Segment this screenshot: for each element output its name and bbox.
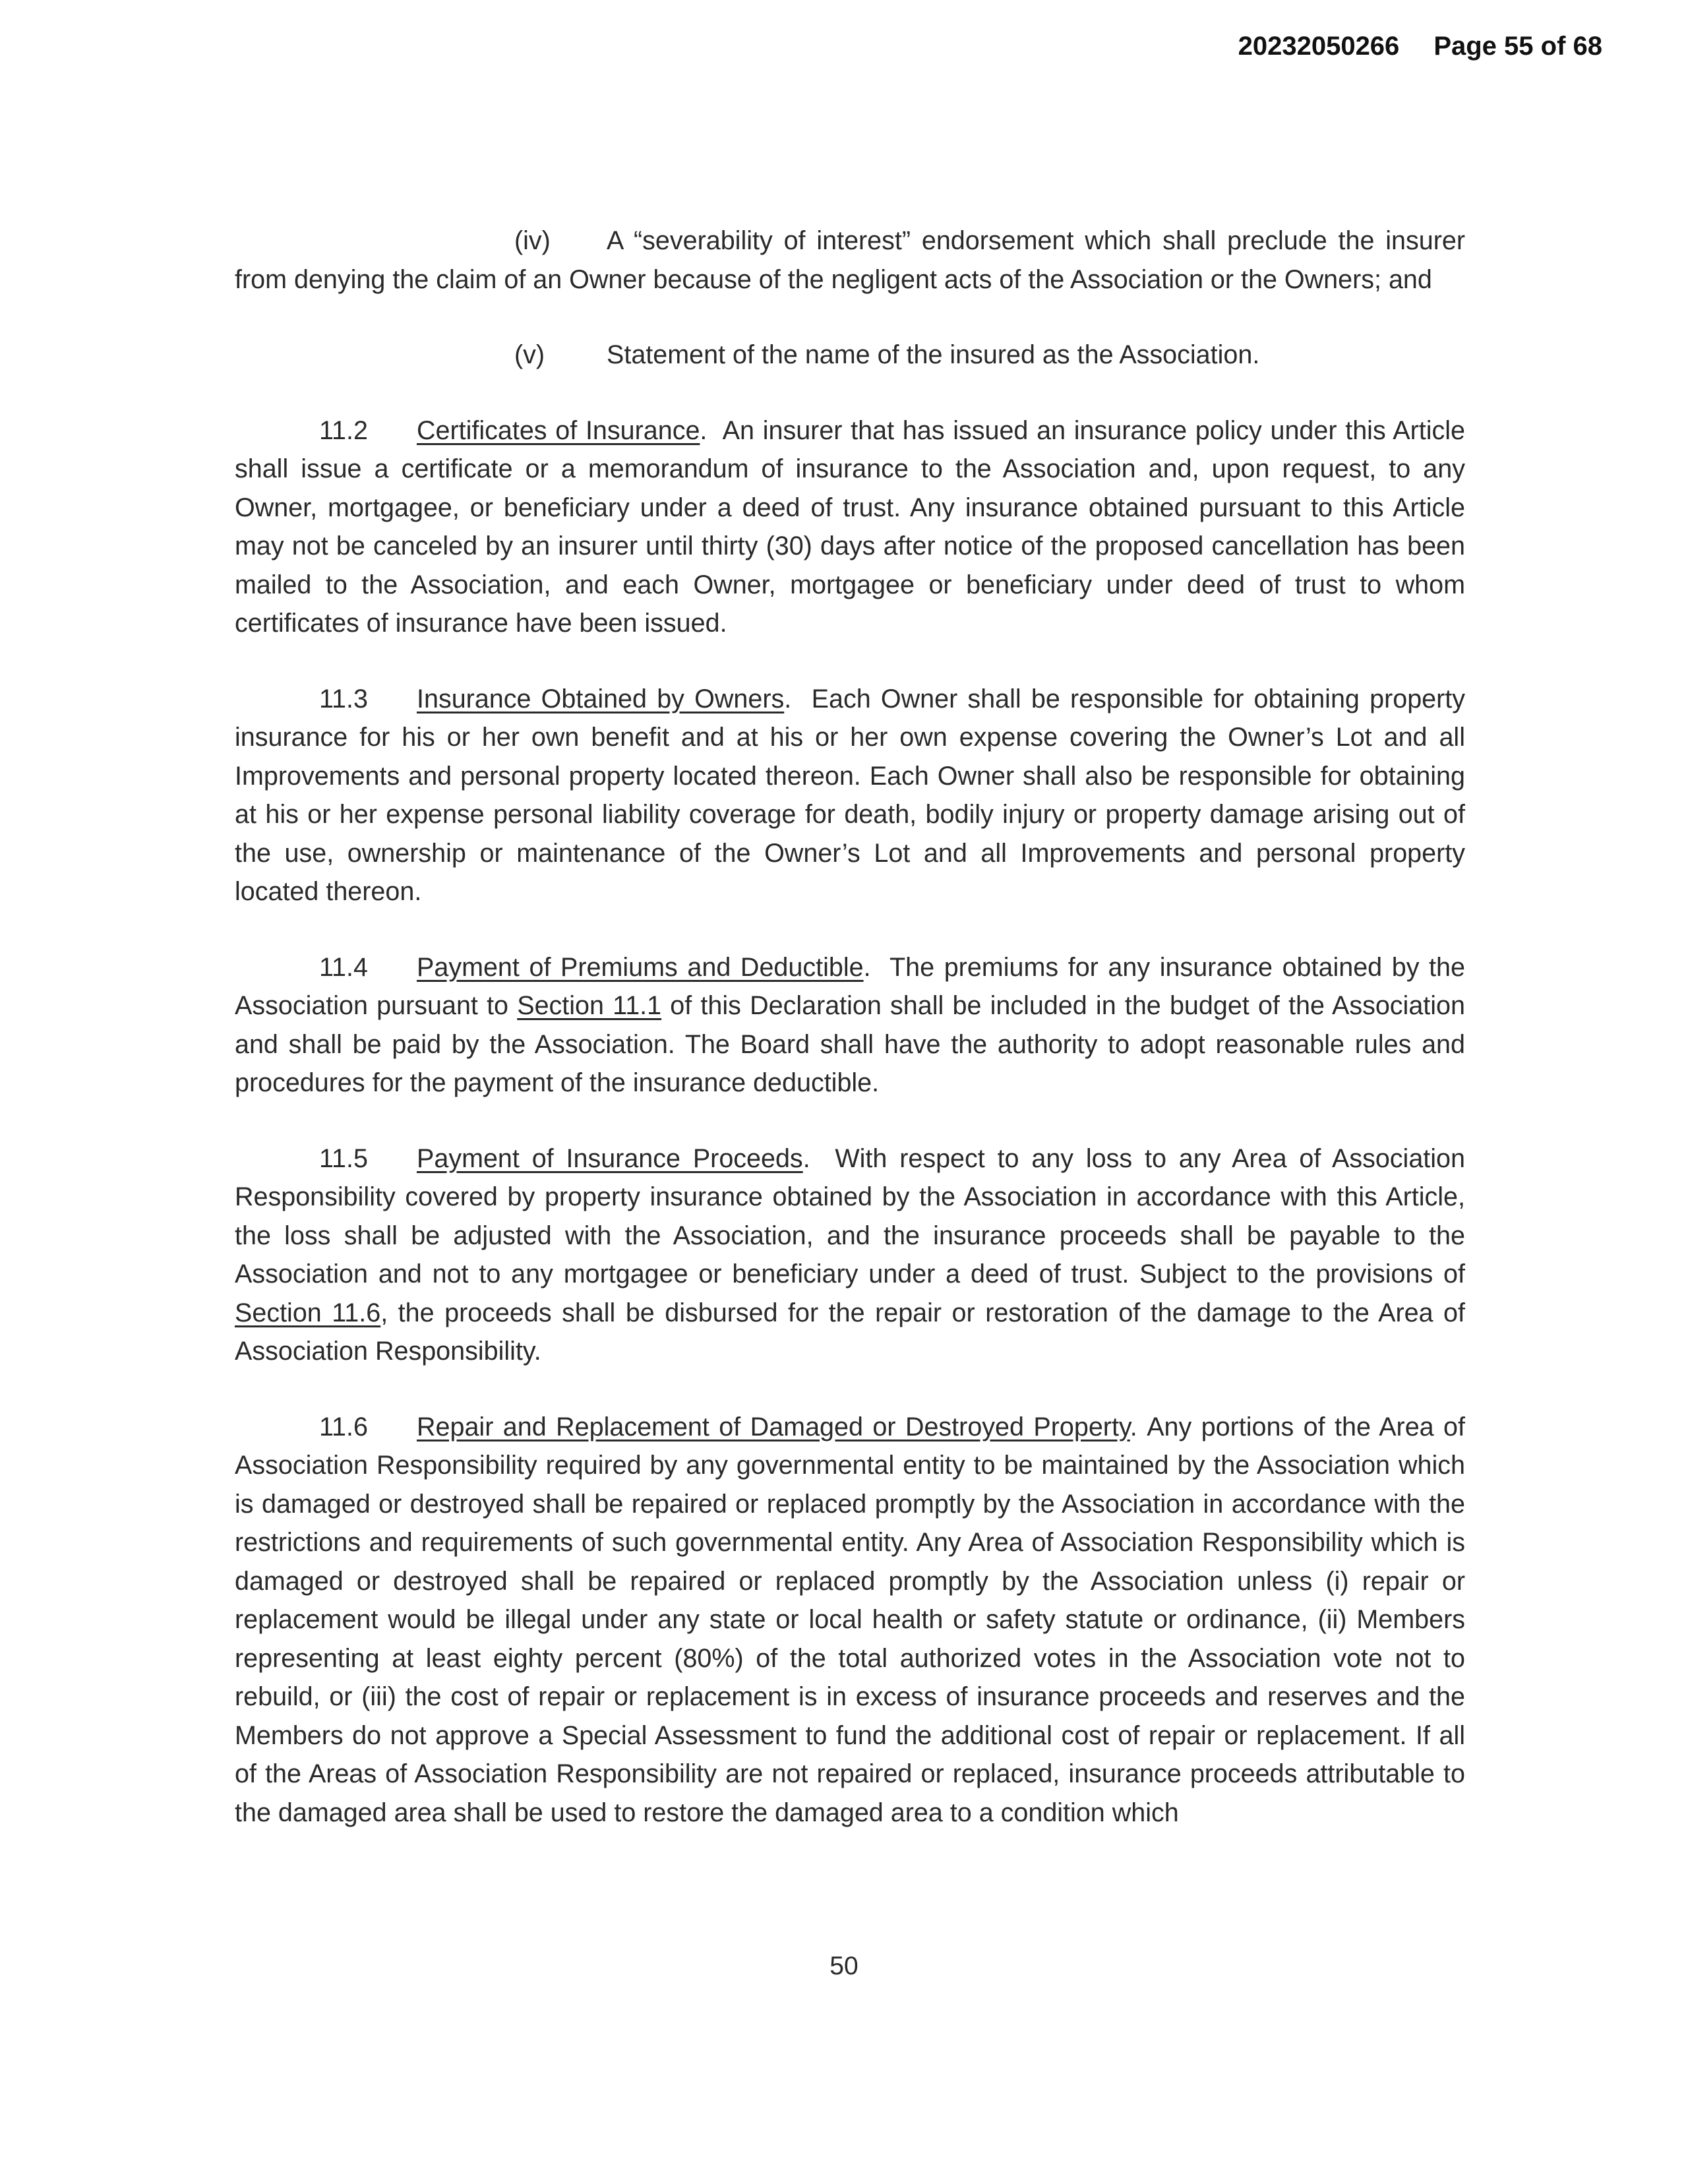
- section-11-4: 11.4 Payment of Premiums and Deductible. The premiums for any insurance obtained by the Association pursuant to Section 11.1 of this Declaration shall be included in the budget of the Association and shall be paid by the Association. The Board shall have the authority to adopt reasonable rules and procedures for the payment of the insurance deductible.: [235, 948, 1465, 1103]
- section-title: Insurance Obtained by Owners: [417, 684, 785, 713]
- section-number: 11.5: [319, 1143, 368, 1173]
- clause-text: A “severability of interest” endorsement which shall preclude the insurer from denying the claim of an Owner because of the negligent acts of the Association or the Owners; and: [235, 226, 1465, 294]
- section-11-2: 11.2 Certificates of Insurance. An insurer that has issued an insurance policy under this Article shall issue a certificate or a memorandum of insurance to the Association and, upon request, to any Owner, mortgagee, or beneficiary under a deed of trust. Any insurance obtained pursuant to this Article may not be canceled by an insurer until thirty (30) days after notice of the proposed cancellation has been mailed to the Association, and each Owner, mortgagee or beneficiary under deed of trust to whom certificates of insurance have been issued.: [235, 411, 1465, 643]
- clause-item-v: [235, 336, 1465, 375]
- section-text: With respect to any loss to any Area of Association Responsibility covered by property insurance obtained by the Association in accordance with this Article, the loss shall be adjusted with the Association, and the insurance proceeds shall be payable to the Association and not to any mortgagee or beneficiary under a deed of trust. Subject to the provisions of: [235, 1143, 1465, 1289]
- section-text: , the proceeds shall be disbursed for the repair or restoration of the damage to the Area of Association Responsibility.: [235, 1298, 1465, 1366]
- document-body: [235, 222, 1465, 1832]
- section-text: An insurer that has issued an insurance policy under this Article shall issue a certificate or a memorandum of insurance to the Association and, upon request, to any Owner, mortgagee, or beneficiary under a deed of trust. Any insurance obtained pursuant to this Article may not be canceled by an insurer until thirty (30) days after notice of the proposed cancellation has been mailed to the Association, and each Owner, mortgagee or beneficiary under deed of trust to whom certificates of insurance have been issued.: [235, 415, 1465, 638]
- clause-text: Statement of the name of the insured as the Association.: [607, 340, 1260, 369]
- section-11-6: 11.6 Repair and Replacement of Damaged or Destroyed Property. Any portions of the Area of Association Responsibility required by any governmental entity to be maintained by the Association which is damaged or destroyed shall be repaired or replaced promptly by the Association in accordance with the restrictions and requirements of such governmental entity. Any Area of Association Responsibility which is damaged or destroyed shall be repaired or replaced promptly by the Association unless (i) repair or replacement would be illegal under any state or local health or safety statute or ordinance, (ii) Members representing at least eighty percent (80%) of the total authorized votes in the Association vote not to rebuild, or (iii) the cost of repair or replacement is in excess of insurance proceeds and reserves and the Members do not approve a Special Assessment to fund the additional cost of repair or replacement. If all of the Areas of Association Responsibility are not repaired or replaced, insurance proceeds attributable to the damaged area shall be used to restore the damaged area to a condition which: [235, 1408, 1465, 1833]
- section-text: Each Owner shall be responsible for obtaining property insurance for his or her own benefit and at his or her own expense covering the Owner’s Lot and all Improvements and personal property located thereon. Each Owner shall also be responsible for obtaining at his or her expense personal liability coverage for death, bodily injury or property damage arising out of the use, ownership or maintenance of the Owner’s Lot and all Improvements and personal property located thereon.: [235, 684, 1466, 906]
- clause-number: (v): [514, 340, 545, 369]
- section-text: of this Declaration shall be included in the budget of the Association and shall be paid by the Association. The Board shall have the authority to adopt reasonable rules and procedures for the payment of the insurance deductible.: [235, 991, 1465, 1097]
- clause-number: (iv): [514, 226, 551, 255]
- section-reference-link: Section 11.6: [235, 1298, 381, 1327]
- section-number: 11.2: [319, 415, 368, 445]
- section-number: 11.6: [319, 1412, 368, 1441]
- section-title: Repair and Replacement of Damaged or Destroyed Property: [417, 1412, 1130, 1441]
- section-text: Any portions of the Area of Association Responsibility required by any governmental entity to be maintained by the Association which is damaged or destroyed shall be repaired or replaced promptly by the Association in accordance with the restrictions and requirements of such governmental entity. Any Area of Association Responsibility which is damaged or destroyed shall be repaired or replaced promptly by the Association unless (i) repair or replacement would be illegal under any state or local health or safety statute or ordinance, (ii) Members representing at least eighty percent (80%) of the total authorized votes in the Association vote not to rebuild, or (iii) the cost of repair or replacement is in excess of insurance proceeds and reserves and the Members do not approve a Special Assessment to fund the additional cost of repair or replacement. If all of the Areas of Association Responsibility are not repaired or replaced, insurance proceeds attributable to the damaged area shall be used to restore the damaged area to a condition which: [235, 1412, 1466, 1827]
- section-number: 11.3: [319, 684, 368, 713]
- section-title: Payment of Premiums and Deductible: [417, 952, 864, 982]
- page-header: [1238, 32, 1602, 61]
- recording-number: 20232050266: [1238, 32, 1400, 61]
- section-title: Payment of Insurance Proceeds: [417, 1143, 803, 1173]
- clause-item-iv: [235, 222, 1465, 299]
- section-reference-link: Section 11.1: [517, 991, 662, 1020]
- section-text: The premiums for any insurance obtained by the Association pursuant to: [235, 952, 1465, 1020]
- page-number: 50: [829, 1952, 859, 1980]
- section-title: Certificates of Insurance: [417, 415, 700, 445]
- section-11-5: 11.5 Payment of Insurance Proceeds. With respect to any loss to any Area of Association Responsibility covered by property insurance obtained by the Association in accordance with this Article, the loss shall be adjusted with the Association, and the insurance proceeds shall be payable to the Association and not to any mortgagee or beneficiary under a deed of trust. Subject to the provisions of Section 11.6, the proceeds shall be disbursed for the repair or restoration of the damage to the Area of Association Responsibility.: [235, 1139, 1465, 1371]
- section-number: 11.4: [319, 952, 368, 982]
- section-11-3: 11.3 Insurance Obtained by Owners. Each Owner shall be responsible for obtaining property insurance for his or her own benefit and at his or her own expense covering the Owner’s Lot and all Improvements and personal property located thereon. Each Owner shall also be responsible for obtaining at his or her expense personal liability coverage for death, bodily injury or property damage arising out of the use, ownership or maintenance of the Owner’s Lot and all Improvements and personal property located thereon.: [235, 680, 1465, 911]
- page-count-label: Page 55 of 68: [1433, 32, 1602, 61]
